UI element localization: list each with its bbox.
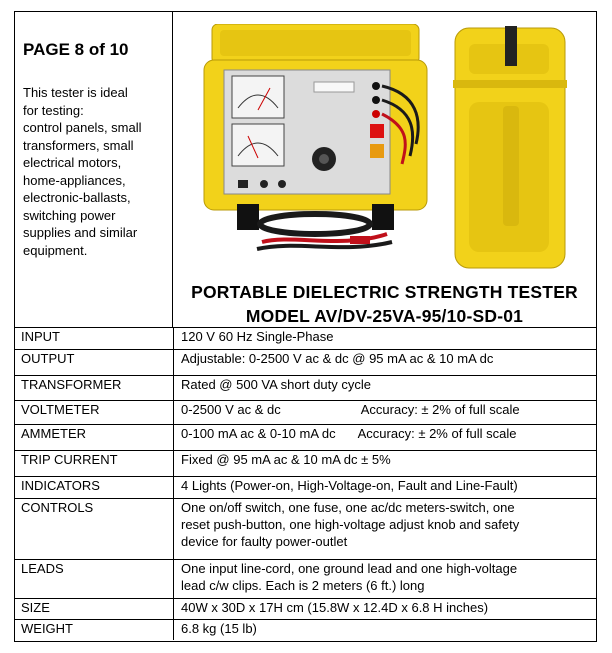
spec-label: WEIGHT <box>15 620 174 640</box>
tester-open-photo <box>202 24 429 252</box>
spec-label: LEADS <box>15 560 174 599</box>
spec-row-voltmeter <box>15 401 596 425</box>
spec-label: INPUT <box>15 328 174 350</box>
ammeter-accuracy: Accuracy: ± 2% of full scale <box>357 426 517 441</box>
spec-row-weight <box>15 620 596 640</box>
spec-value: Adjustable: 0-2500 V ac & dc @ 95 mA ac & 10 mA dc <box>174 350 597 376</box>
spec-label: TRANSFORMER <box>15 376 174 401</box>
spec-label: SIZE <box>15 599 174 620</box>
intro-line: for testing: <box>23 102 84 118</box>
spec-row-controls <box>15 499 596 560</box>
leads-line: One input line-cord, one ground lead and one high-voltage <box>181 561 518 576</box>
spec-value: 120 V 60 Hz Single-Phase <box>174 328 597 350</box>
page-label: PAGE 8 of 10 <box>23 40 129 59</box>
spec-value: 6.8 kg (15 lb) <box>174 620 597 640</box>
intro-line: electronic-ballasts, <box>23 190 131 205</box>
intro-cell <box>15 12 173 327</box>
intro-line: transformers, small <box>23 137 134 153</box>
spec-row-size <box>15 599 596 620</box>
intro-text <box>23 84 171 259</box>
spec-value <box>174 425 597 451</box>
spec-row-trip-current <box>15 451 596 477</box>
spec-label: AMMETER <box>15 425 174 451</box>
header-section <box>15 12 596 327</box>
controls-line: One on/off switch, one fuse, one ac/dc meters-switch, one <box>181 500 515 515</box>
intro-line: This tester is ideal <box>23 85 128 100</box>
spec-value: 4 Lights (Power-on, High-Voltage-on, Fault and Line-Fault) <box>174 477 597 499</box>
intro-line: switching power <box>23 207 116 223</box>
spec-value: Fixed @ 95 mA ac & 10 mA dc ± 5% <box>174 451 597 477</box>
spec-value: Rated @ 500 VA short duty cycle <box>174 376 597 401</box>
controls-line: device for faulty power-outlet <box>181 534 348 549</box>
spec-value <box>174 560 597 599</box>
voltmeter-range: 0-2500 V ac & dc <box>181 402 281 417</box>
spec-row-transformer <box>15 376 596 401</box>
spec-label: OUTPUT <box>15 350 174 376</box>
spec-table <box>15 327 596 640</box>
spec-label: TRIP CURRENT <box>15 451 174 477</box>
spec-row-indicators <box>15 477 596 499</box>
intro-line: supplies and similar <box>23 225 138 240</box>
product-title: PORTABLE DIELECTRIC STRENGTH TESTER <box>191 282 578 302</box>
spec-label: CONTROLS <box>15 499 174 560</box>
spec-row-leads <box>15 560 596 599</box>
intro-line: electrical motors, <box>23 155 122 170</box>
spec-value <box>174 401 597 425</box>
voltmeter-accuracy: Accuracy: ± 2% of full scale <box>360 402 520 417</box>
tester-closed-photo <box>449 24 570 272</box>
spec-sheet <box>14 11 597 642</box>
spec-row-output <box>15 350 596 376</box>
spec-row-ammeter <box>15 425 596 451</box>
model-number: MODEL AV/DV-25VA-95/10-SD-01 <box>245 306 524 326</box>
intro-line: equipment. <box>23 242 88 258</box>
spec-value: 40W x 30D x 17H cm (15.8W x 12.4D x 6.8 H inches) <box>174 599 597 620</box>
controls-line: reset push-button, one high-voltage adjust knob and safety <box>181 517 520 532</box>
intro-line: control panels, small <box>23 120 142 135</box>
spec-row-input <box>15 328 596 350</box>
spec-value <box>174 499 597 560</box>
spec-label: INDICATORS <box>15 477 174 499</box>
ammeter-range: 0-100 mA ac & 0-10 mA dc <box>181 426 336 441</box>
intro-line: home-appliances, <box>23 172 126 188</box>
spec-label: VOLTMETER <box>15 401 174 425</box>
leads-line: lead c/w clips. Each is 2 meters (6 ft.) long <box>181 578 425 593</box>
